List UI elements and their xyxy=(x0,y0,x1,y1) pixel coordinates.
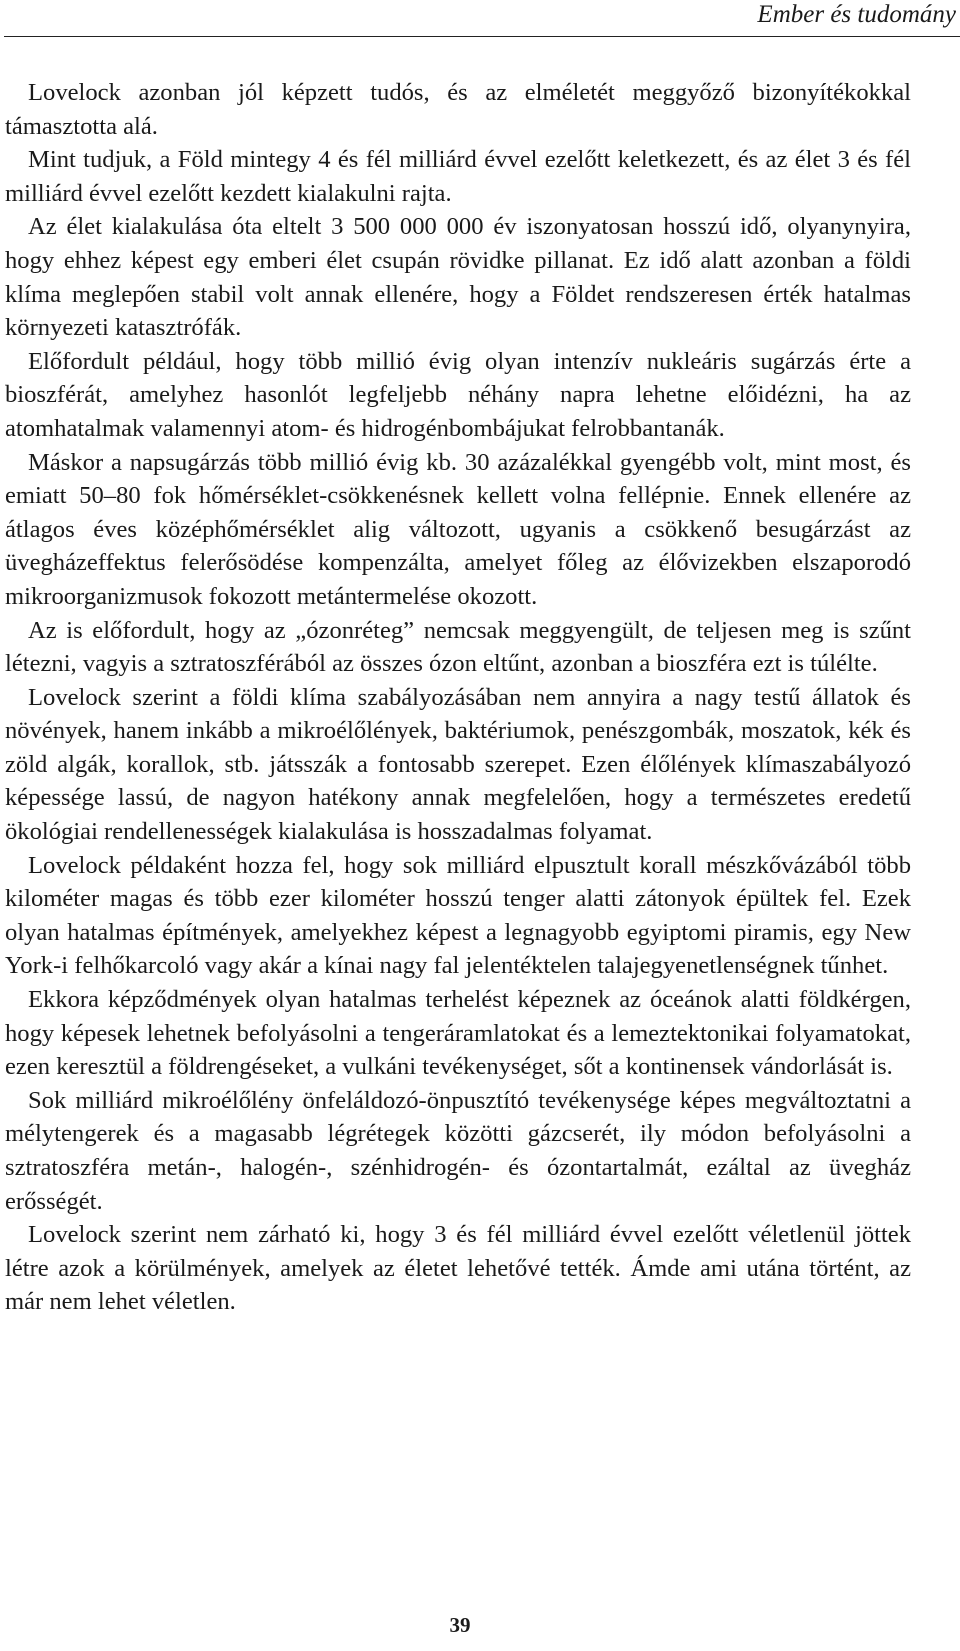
paragraph: Lovelock azonban jól képzett tudós, és az elméletét meggyőző bizonyítékokkal támasztotta alá. xyxy=(5,79,911,140)
paragraph: Lovelock példaként hozza fel, hogy sok milliárd elpusztult korall mészkővázából több kilométer magas és több ezer kilométer hosszú tenger alatti zátonyok épültek fel. Ezek olyan hatalmas építmények, amelyekhez képest a legnagyobb egyiptomi piramis, egy New York-i felhőkarcoló vagy akár a kínai nagy fal jelentéktelen talajegyenetlenségnek tűnhet. xyxy=(5,851,911,980)
page-number: 39 xyxy=(449,1613,471,1637)
running-header xyxy=(4,0,960,37)
body-text xyxy=(5,76,911,1319)
paragraph: Mint tudjuk, a Föld mintegy 4 és fél milliárd évvel ezelőtt keletkezett, és az élet 3 és fél milliárd évvel ezelőtt kezdett kialakulni rajta. xyxy=(5,146,911,207)
paragraph: Ekkora képződmények olyan hatalmas terhelést képeznek az óceánok alatti földkérgen, hogy képesek lehetnek befolyásolni a tengeráramlatokat és a lemeztektonikai folyamatokat, ezen keresztül a földrengéseket, a vulkáni tevékenységet, sőt a kontinensek vándorlását is. xyxy=(5,986,911,1081)
paragraph: Az is előfordult, hogy az „ózonréteg” nemcsak meggyengült, de teljesen meg is szűnt létezni, vagyis a sztratoszférából az összes ózon eltűnt, azonban a bioszféra ezt is túlélte. xyxy=(5,616,911,678)
paragraph: Lovelock szerint nem zárható ki, hogy 3 és fél milliárd évvel ezelőtt véletlenül jöttek létre azok a körülmények, amelyek az életet lehetővé tették. Ámde ami utána történt, az már nem lehet véletlen. xyxy=(5,1221,911,1316)
paragraph: Az élet kialakulása óta eltelt 3 500 000 000 év iszonyatosan hosszú idő, olyanynyira, hogy ehhez képest egy emberi élet csupán rövidke pillanat. Ez idő alatt azonban a földi klíma meglepően stabil volt annak ellenére, hogy a Földet rendszeresen érték hatalmas környezeti katasztrófák. xyxy=(5,213,911,342)
paragraph: Lovelock szerint a földi klíma szabályozásában nem annyira a nagy testű állatok és növények, hanem inkább a mikroélőlények, baktériumok, penészgombák, moszatok, kék és zöld algák, korallok, stb. játsszák a fontosabb szerepet. Ezen élőlények klímaszabályozó képessége lassú, de nagyon hatékony annak megfelelően, hogy a természetes eredetű ökológiai rendellenességek kialakulása is hosszadalmas folyamat. xyxy=(5,683,911,846)
paragraph: Előfordult például, hogy több millió évig olyan intenzív nukleáris sugárzás érte a bioszférát, amelyhez hasonlót legfeljebb néhány napra lehetne előidézni, ha az atomhatalmak valamennyi atom- és hidrogénbombájukat felrobbantanák. xyxy=(5,347,911,442)
paragraph: Máskor a napsugárzás több millió évig kb. 30 azázalékkal gyengébb volt, mint most, és emiatt 50–80 fok hőmérséklet-csökkenésnek kellett volna fellépnie. Ennek ellenére az átlagos éves középhőmérséklet alig változott, ugyanis a csökkenő besugárzást az üvegházeffektus felerősödése kompenzálta, amelyet főleg az élővizekben elszaporodó mikroorganizmusok fokozott metántermelése okozott. xyxy=(5,448,911,610)
running-header-title: Ember és tudomány xyxy=(757,1,956,28)
paragraph: Sok milliárd mikroélőlény önfeláldozó-önpusztító tevékenysége képes megváltoztatni a mélytengerek és a magasabb légrétegek közötti gázcserét, ily módon befolyásolni a sztratoszféra metán-, halogén-, szénhidrogén- és ózontartalmát, ezáltal az üvegház erősségét. xyxy=(5,1086,911,1215)
